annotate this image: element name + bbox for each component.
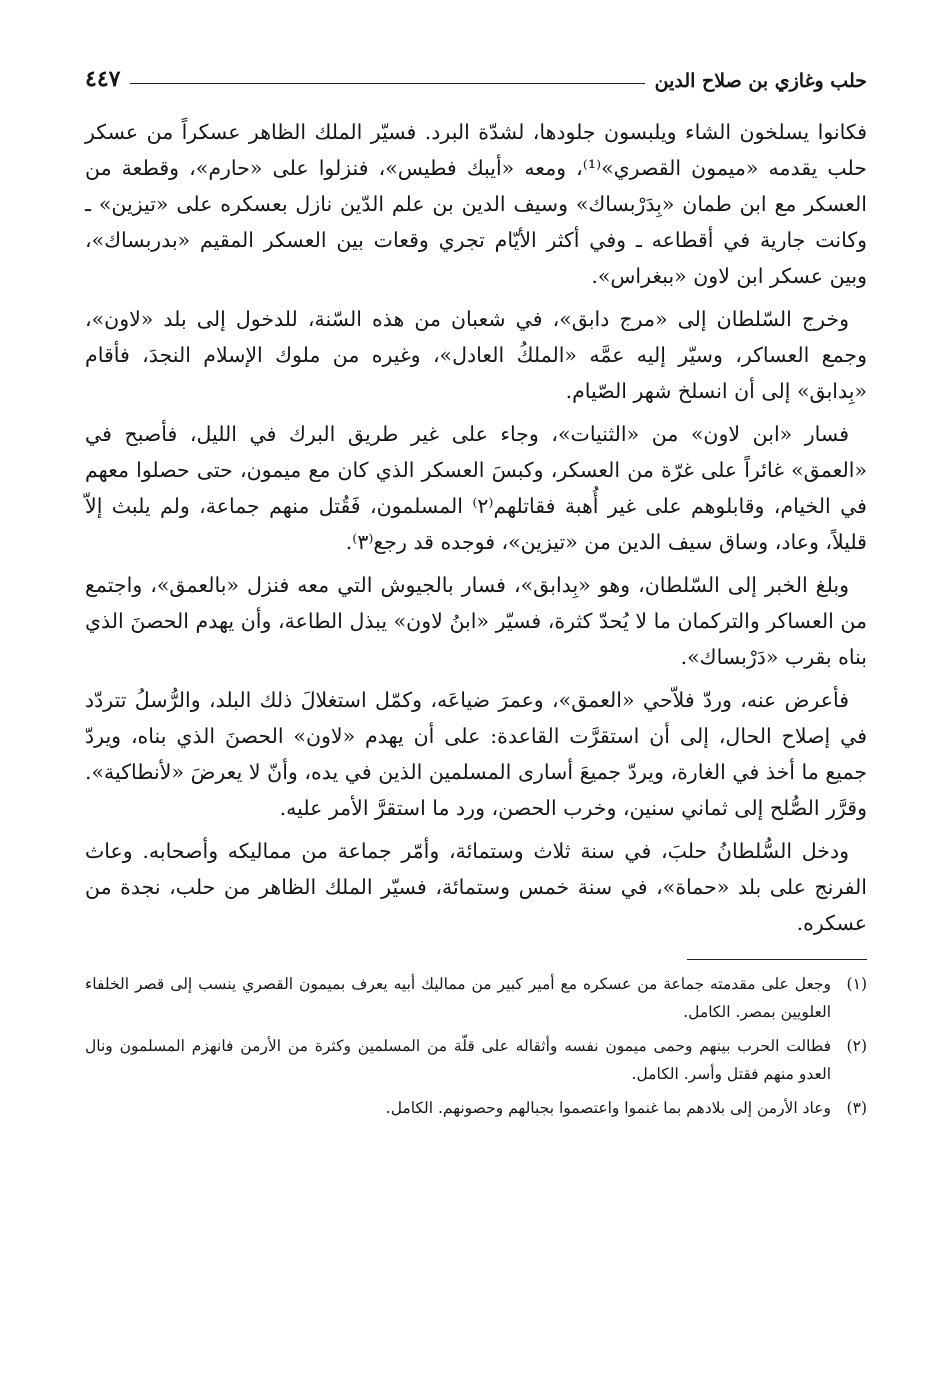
book-page: [85, 58, 867, 1128]
footnote-1: [85, 970, 867, 1026]
footnote-number: (٢): [846, 1037, 867, 1055]
footnote-text: وعاد الأرمن إلى بلادهم بما غنموا واعتصموا بجبالهم وحصونهم. الكامل.: [385, 1099, 831, 1117]
footnote-number: (٣): [846, 1099, 867, 1117]
footnote-2: [85, 1032, 867, 1088]
paragraph-5: فأعرض عنه، وردّ فلاّحي «العمق»، وعمرَ ضياعَه، وكمّل استغلالَ ذلك البلد، والرُّسلُ تتردّد في إصلاح الحال، إلى أن استقرَّت القاعدة: على أن يهدم «لاون» الحصنَ الذي بناه، ويردّ جميع ما أخذ في الغارة، ويردّ جميعَ أسارى المسلمين الذين في يده، وأنّ لا يعرضَ «لأنطاكية». وقرَّر الصُّلح إلى ثماني سنين، وخرب الحصن، ورد ما استقرَّ الأمر عليه.: [85, 688, 867, 820]
paragraph-2: وخرج السّلطان إلى «مرج دابق»، في شعبان من هذه السّنة، للدخول إلى بلد «لاون»، وجمع العساكر، وسيّر إليه عمَّه «الملكُ العادل»، وغيره من ملوك الإسلام النجدَ، فأقام «بِدابق» إلى أن انسلخ شهر الصّيام.: [85, 307, 867, 403]
running-header: [85, 58, 867, 92]
footnote-separator: [687, 959, 867, 960]
footnotes: [85, 970, 867, 1122]
paragraph-1: فكانوا يسلخون الشاء ويلبسون جلودها، لشدّة البرد. فسيّر الملك الظاهر عسكراً من عسكر حلب يقدمه «ميمون القصري»⁽¹⁾، ومعه «أيبك فطيس»، فنزلوا على «حارم»، وقطعة من العسكر مع ابن طمان «بِدَرْبساك» وسيف الدين بن علم الدّين نازل بعسكره على «تيزين» ـ وكانت جارية في أقطاعه ـ وفي أكثر الأيّام تجري وقعات بين العسكر المقيم «بدربساك»، وبين عسكر ابن لاون «ببغراس».: [85, 120, 868, 288]
header-rule: [130, 83, 644, 84]
paragraph-6: ودخل السُّلطانُ حلبَ، في سنة ثلاث وستمائة، وأمّر جماعة من مماليكه وأصحابه. وعاث الفرنج على بلد «حماة»، في سنة خمس وستمائة، فسيّر الملك الظاهر من حلب، نجدة من عسكره.: [85, 839, 867, 935]
chapter-title: حلب وغازي بن صلاح الدين: [654, 70, 867, 92]
footnote-3: [85, 1094, 867, 1122]
footnote-text: فطالت الحرب بينهم وحمى ميمون نفسه وأثقاله على قلّة من المسلمين وكثرة من الأرمن فانهزم المسلمون ونال العدو منهم فقتل وأسر. الكامل.: [85, 1037, 831, 1083]
footnote-number: (١): [846, 975, 867, 993]
page-number: ٤٤٧: [85, 66, 121, 92]
footnote-text: وجعل على مقدمته جماعة من عسكره مع أمير كبير من مماليك أبيه يعرف بميمون القصري ينسب إلى قصر الخلفاء العلويين بمصر. الكامل.: [85, 975, 831, 1021]
paragraph-4: وبلغ الخبر إلى السّلطان، وهو «بِدابق»، فسار بالجيوش التي معه فنزل «بالعمق»، واجتمع من العساكر والتركمان ما لا يُحدّ كثرة، فسيّر «ابنُ لاون» يبذل الطاعة، وأن يهدم الحصنَ الذي بناه بقرب «دَرْبساك».: [85, 573, 867, 669]
main-text: [85, 114, 867, 941]
paragraph-3: فسار «ابن لاون» من «الثنيات»، وجاء على غير طريق البرك في الليل، فأصبح في «العمق» غائراً على غرّة من العسكر، وكبسَ العسكر الذي كان مع ميمون، حتى حصلوا معهم في الخيام، وقابلوهم على غير أُهبة فقاتلهم⁽٢⁾ المسلمون، فَقُتل منهم جماعة، ولم يلبث إلاّ قليلاً، وعاد، وساق سيف الدين من «تيزين»، فوجده قد رجع⁽٣⁾.: [85, 422, 867, 554]
